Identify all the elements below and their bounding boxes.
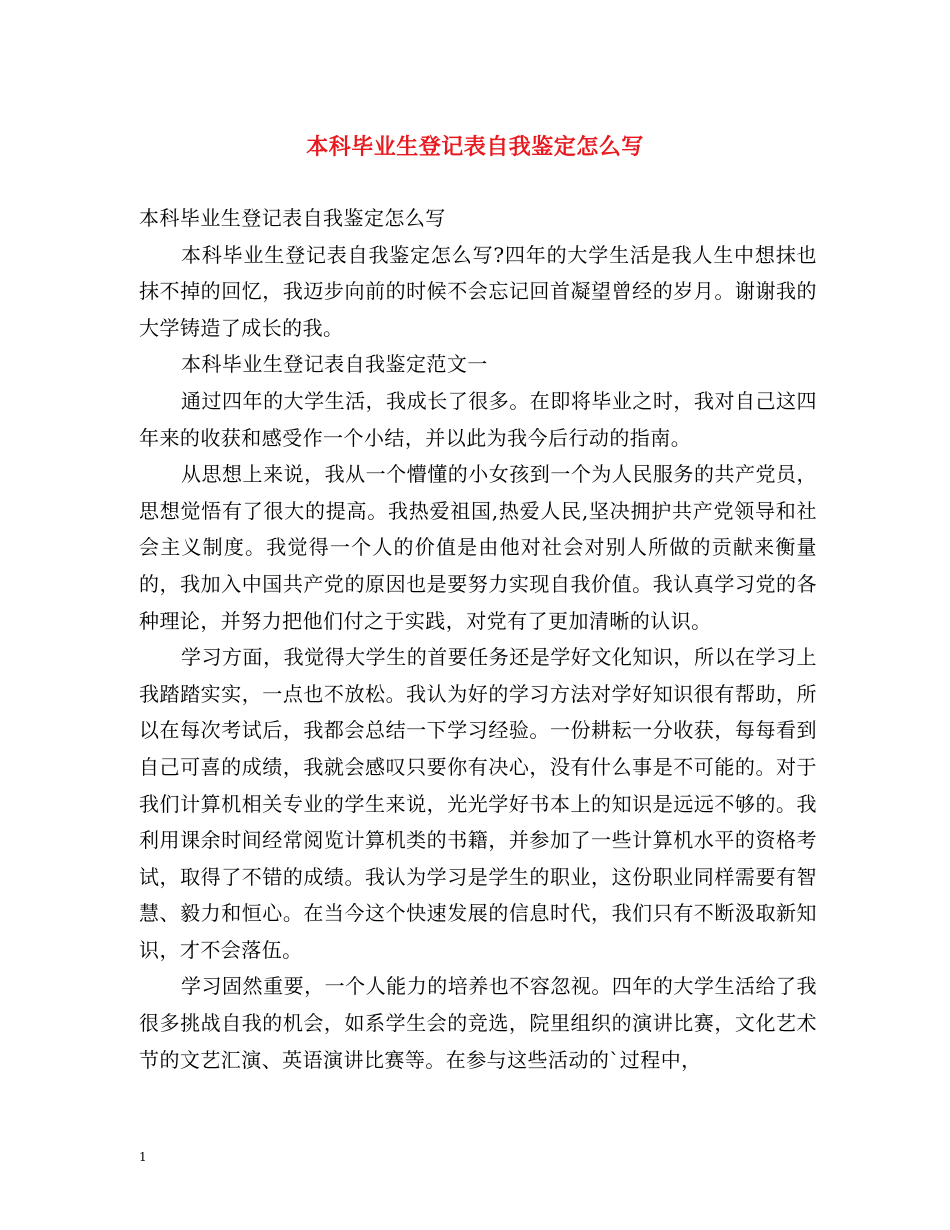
subtitle-paragraph: 本科毕业生登记表自我鉴定怎么写	[139, 206, 446, 230]
summary-paragraph: 通过四年的大学生活，我成长了很多。在即将毕业之时，我对自己这四年来的收获和感受作一个小结，并以此为我今后行动的指南。	[139, 388, 817, 450]
document-title: 本科毕业生登记表自我鉴定怎么写	[306, 134, 644, 160]
document-body	[139, 200, 817, 1078]
sample-heading: 本科毕业生登记表自我鉴定范文一	[181, 352, 488, 377]
ideology-paragraph: 从思想上来说，我从一个懵懂的小女孩到一个为人民服务的共产党员，思想觉悟有了很大的提高。我热爱祖国,热爱人民,坚决拥护共产党领导和社会主义制度。我觉得一个人的价值是由他对社会对别人所做的贡献来衡量的，我加入中国共产党的原因也是要努力实现自我价值。我认真学习党的各种理论，并努力把他们付之于实践，对党有了更加清晰的认识。	[139, 462, 817, 633]
study-paragraph: 学习方面，我觉得大学生的首要任务还是学好文化知识，所以在学习上我踏踏实实，一点也不放松。我认为好的学习方法对学好知识很有帮助，所以在每次考试后，我都会总结一下学习经验。一份耕耘一分收获，每每看到自己可喜的成绩，我就会感叹只要你有决心，没有什么事是不可能的。对于我们计算机相关专业的学生来说，光光学好书本上的知识是远远不够的。我利用课余时间经常阅览计算机类的书籍，并参加了一些计算机水平的资格考试，取得了不错的成绩。我认为学习是学生的职业，这份职业同样需要有智慧、毅力和恒心。在当今这个快速发展的信息时代，我们只有不断汲取新知识，才不会落伍。	[139, 645, 817, 962]
intro-paragraph: 本科毕业生登记表自我鉴定怎么写?四年的大学生活是我人生中想抹也抹不掉的回忆，我迈步向前的时候不会忘记回首凝望曾经的岁月。谢谢我的大学铸造了成长的我。	[139, 242, 817, 340]
page-number: 1	[139, 1150, 147, 1164]
ability-paragraph: 学习固然重要，一个人能力的培养也不容忽视。四年的大学生活给了我很多挑战自我的机会，如系学生会的竞选，院里组织的演讲比赛，文化艺术节的文艺汇演、英语演讲比赛等。在参与这些活动的`过程中，	[139, 974, 817, 1072]
